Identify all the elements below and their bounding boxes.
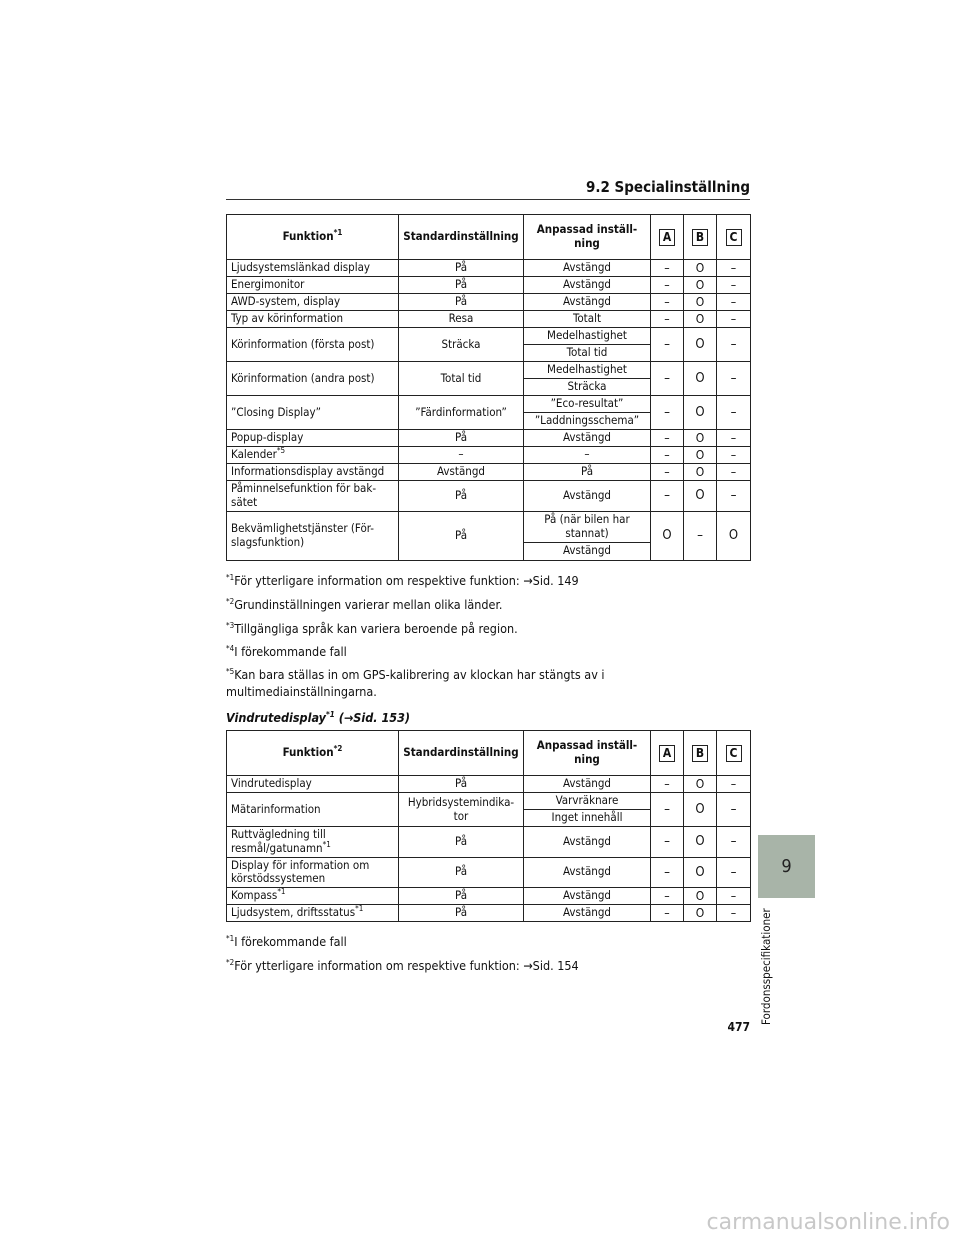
cell-c: –: [717, 362, 751, 396]
cell-b: O: [684, 396, 717, 430]
table-row: [227, 481, 751, 512]
cell-anpassad: Avstängd: [524, 905, 651, 922]
cell-anpassad: Avstängd: [524, 481, 651, 512]
table-row: [227, 776, 751, 793]
table-row: [227, 260, 751, 277]
cell-standard: Total tid: [399, 362, 524, 396]
cell-funktion: ”Closing Display”: [227, 396, 399, 430]
cell-a: –: [651, 362, 684, 396]
cell-a: –: [651, 464, 684, 481]
cell-a: –: [651, 776, 684, 793]
cell-anpassad: Avstängd: [524, 776, 651, 793]
cell-a: –: [651, 430, 684, 447]
cell-b: O: [684, 328, 717, 362]
cell-b: O: [684, 888, 717, 905]
cell-a: –: [651, 277, 684, 294]
cell-anpassad: Total tid: [524, 345, 651, 362]
cell-b: O: [684, 793, 717, 827]
cell-c: –: [717, 481, 751, 512]
table-row: [227, 857, 751, 888]
cell-standard: På: [399, 511, 524, 560]
cell-c: –: [717, 277, 751, 294]
col-header-funktion: Funktion$^{*2}$: [227, 731, 399, 776]
table-header-row: [227, 215, 751, 260]
col-header-funktion: Funktion$^{*1}$: [227, 215, 399, 260]
cell-funktion: Bekvämlighetstjänster (För-slagsfunktion): [227, 511, 399, 560]
col-header-c: C: [717, 215, 751, 260]
cell-b: O: [684, 827, 717, 858]
cell-b: O: [684, 464, 717, 481]
cell-b: O: [684, 776, 717, 793]
footnote: $^{*2}$Grundinställningen varierar mellan olika länder.: [226, 596, 503, 612]
table-row: [227, 294, 751, 311]
cell-funktion: Energimonitor: [227, 277, 399, 294]
cell-standard: På: [399, 857, 524, 888]
cell-c: –: [717, 447, 751, 464]
footnote: $^{*1}$För ytterligare information om respektive funktion: →Sid. 149: [226, 572, 579, 588]
cell-a: –: [651, 827, 684, 858]
cell-c: –: [717, 857, 751, 888]
settings-table-2: [226, 730, 751, 922]
cell-b: O: [684, 857, 717, 888]
cell-funktion: Påminnelsefunktion för bak-sätet: [227, 481, 399, 512]
cell-funktion: Display för information om körstödssystemen: [227, 857, 399, 888]
header-divider: [226, 199, 750, 200]
cell-funktion: Typ av körinformation: [227, 311, 399, 328]
col-header-a: A: [651, 215, 684, 260]
cell-standard: På: [399, 827, 524, 858]
cell-a: –: [651, 294, 684, 311]
cell-funktion: Popup-display: [227, 430, 399, 447]
cell-funktion: Körinformation (andra post): [227, 362, 399, 396]
cell-standard: På: [399, 905, 524, 922]
cell-c: –: [717, 827, 751, 858]
col-header-a: A: [651, 731, 684, 776]
cell-anpassad: Inget innehåll: [524, 810, 651, 827]
cell-b: O: [684, 277, 717, 294]
table-row: [227, 905, 751, 922]
table-row: [227, 311, 751, 328]
cell-standard: På: [399, 277, 524, 294]
cell-a: –: [651, 481, 684, 512]
cell-funktion: Ljudsystemslänkad display: [227, 260, 399, 277]
cell-funktion: Informationsdisplay avstängd: [227, 464, 399, 481]
table-row: [227, 277, 751, 294]
cell-standard: På: [399, 294, 524, 311]
cell-anpassad: Avstängd: [524, 888, 651, 905]
cell-b: O: [684, 447, 717, 464]
table-row: [227, 888, 751, 905]
cell-c: –: [717, 328, 751, 362]
cell-funktion: Kompass$^{*1}$: [227, 888, 399, 905]
cell-standard: På: [399, 481, 524, 512]
table-row: [227, 447, 751, 464]
cell-c: –: [717, 260, 751, 277]
footnote: $^{*1}$I förekommande fall: [226, 933, 347, 949]
cell-funktion: Vindrutedisplay: [227, 776, 399, 793]
cell-anpassad: Avstängd: [524, 542, 651, 560]
cell-b: –: [684, 511, 717, 560]
table-row: [227, 362, 751, 379]
table-row: [227, 430, 751, 447]
cell-c: –: [717, 294, 751, 311]
table-row: [227, 464, 751, 481]
cell-standard: På: [399, 430, 524, 447]
cell-a: –: [651, 793, 684, 827]
cell-a: –: [651, 311, 684, 328]
cell-standard: Hybridsystemindika-tor: [399, 793, 524, 827]
cell-c: –: [717, 430, 751, 447]
cell-a: –: [651, 857, 684, 888]
cell-b: O: [684, 430, 717, 447]
cell-standard: På: [399, 888, 524, 905]
cell-b: O: [684, 362, 717, 396]
cell-anpassad: På: [524, 464, 651, 481]
page-number: 477: [727, 1020, 750, 1034]
cell-funktion: Kalender$^{*5}$: [227, 447, 399, 464]
cell-b: O: [684, 905, 717, 922]
table-row: [227, 793, 751, 810]
cell-b: O: [684, 311, 717, 328]
cell-funktion: Ruttvägledning till resmål/gatunamn$^{*1}$: [227, 827, 399, 858]
table-header-row: [227, 731, 751, 776]
cell-anpassad: Medelhastighet: [524, 328, 651, 345]
footnote: $^{*2}$För ytterligare information om respektive funktion: →Sid. 154: [226, 957, 579, 973]
section-header: 9.2 Specialinställning: [585, 178, 750, 196]
cell-c: –: [717, 776, 751, 793]
cell-standard: –: [399, 447, 524, 464]
col-header-anpassad: Anpassad inställ-ning: [524, 731, 651, 776]
cell-standard: ”Färdinformation”: [399, 396, 524, 430]
cell-b: O: [684, 294, 717, 311]
table-row: [227, 396, 751, 413]
chapter-tab: 9: [758, 835, 815, 898]
col-header-c: C: [717, 731, 751, 776]
chapter-label: Fordonsspecifikationer: [759, 908, 773, 1025]
cell-standard: Avstängd: [399, 464, 524, 481]
cell-standard: Resa: [399, 311, 524, 328]
footnote: $^{*5}$Kan bara ställas in om GPS-kalibrering av klockan har stängts av i multimediainställningarna.: [226, 666, 605, 699]
cell-anpassad: Totalt: [524, 311, 651, 328]
table-row: [227, 827, 751, 858]
cell-anpassad: Avstängd: [524, 277, 651, 294]
cell-a: –: [651, 447, 684, 464]
cell-anpassad: På (när bilen har stannat): [524, 511, 651, 542]
col-header-b: B: [684, 731, 717, 776]
table-row: [227, 511, 751, 542]
section-title-vindrutedisplay: Vindrutedisplay$^{*1}$ (→Sid. 153): [226, 709, 411, 725]
cell-funktion: Körinformation (första post): [227, 328, 399, 362]
cell-standard: På: [399, 260, 524, 277]
settings-table-1: [226, 214, 751, 561]
col-header-standard: Standardinställning: [399, 215, 524, 260]
cell-c: –: [717, 396, 751, 430]
col-header-standard: Standardinställning: [399, 731, 524, 776]
cell-c: –: [717, 888, 751, 905]
watermark: carmanualsonline.info: [706, 1210, 950, 1235]
cell-b: O: [684, 260, 717, 277]
cell-anpassad: Avstängd: [524, 827, 651, 858]
cell-b: O: [684, 481, 717, 512]
cell-c: –: [717, 793, 751, 827]
cell-anpassad: Medelhastighet: [524, 362, 651, 379]
cell-anpassad: Avstängd: [524, 294, 651, 311]
col-header-anpassad: Anpassad inställ-ning: [524, 215, 651, 260]
col-header-b: B: [684, 215, 717, 260]
cell-funktion: AWD-system, display: [227, 294, 399, 311]
cell-a: –: [651, 888, 684, 905]
cell-anpassad: Sträcka: [524, 379, 651, 396]
cell-a: –: [651, 260, 684, 277]
cell-c: O: [717, 511, 751, 560]
cell-standard: På: [399, 776, 524, 793]
cell-anpassad: –: [524, 447, 651, 464]
cell-a: –: [651, 328, 684, 362]
cell-anpassad: Avstängd: [524, 260, 651, 277]
footnote: $^{*4}$I förekommande fall: [226, 643, 347, 659]
cell-funktion: Mätarinformation: [227, 793, 399, 827]
cell-anpassad: Avstängd: [524, 857, 651, 888]
cell-c: –: [717, 464, 751, 481]
cell-c: –: [717, 905, 751, 922]
cell-anpassad: Varvräknare: [524, 793, 651, 810]
cell-standard: Sträcka: [399, 328, 524, 362]
cell-anpassad: ”Eco-resultat”: [524, 396, 651, 413]
cell-a: –: [651, 905, 684, 922]
cell-a: –: [651, 396, 684, 430]
cell-funktion: Ljudsystem, driftsstatus$^{*1}$: [227, 905, 399, 922]
cell-anpassad: ”Laddningsschema”: [524, 413, 651, 430]
cell-anpassad: Avstängd: [524, 430, 651, 447]
cell-a: O: [651, 511, 684, 560]
cell-c: –: [717, 311, 751, 328]
footnote: $^{*3}$Tillgängliga språk kan variera beroende på region.: [226, 620, 518, 636]
table-row: [227, 328, 751, 345]
